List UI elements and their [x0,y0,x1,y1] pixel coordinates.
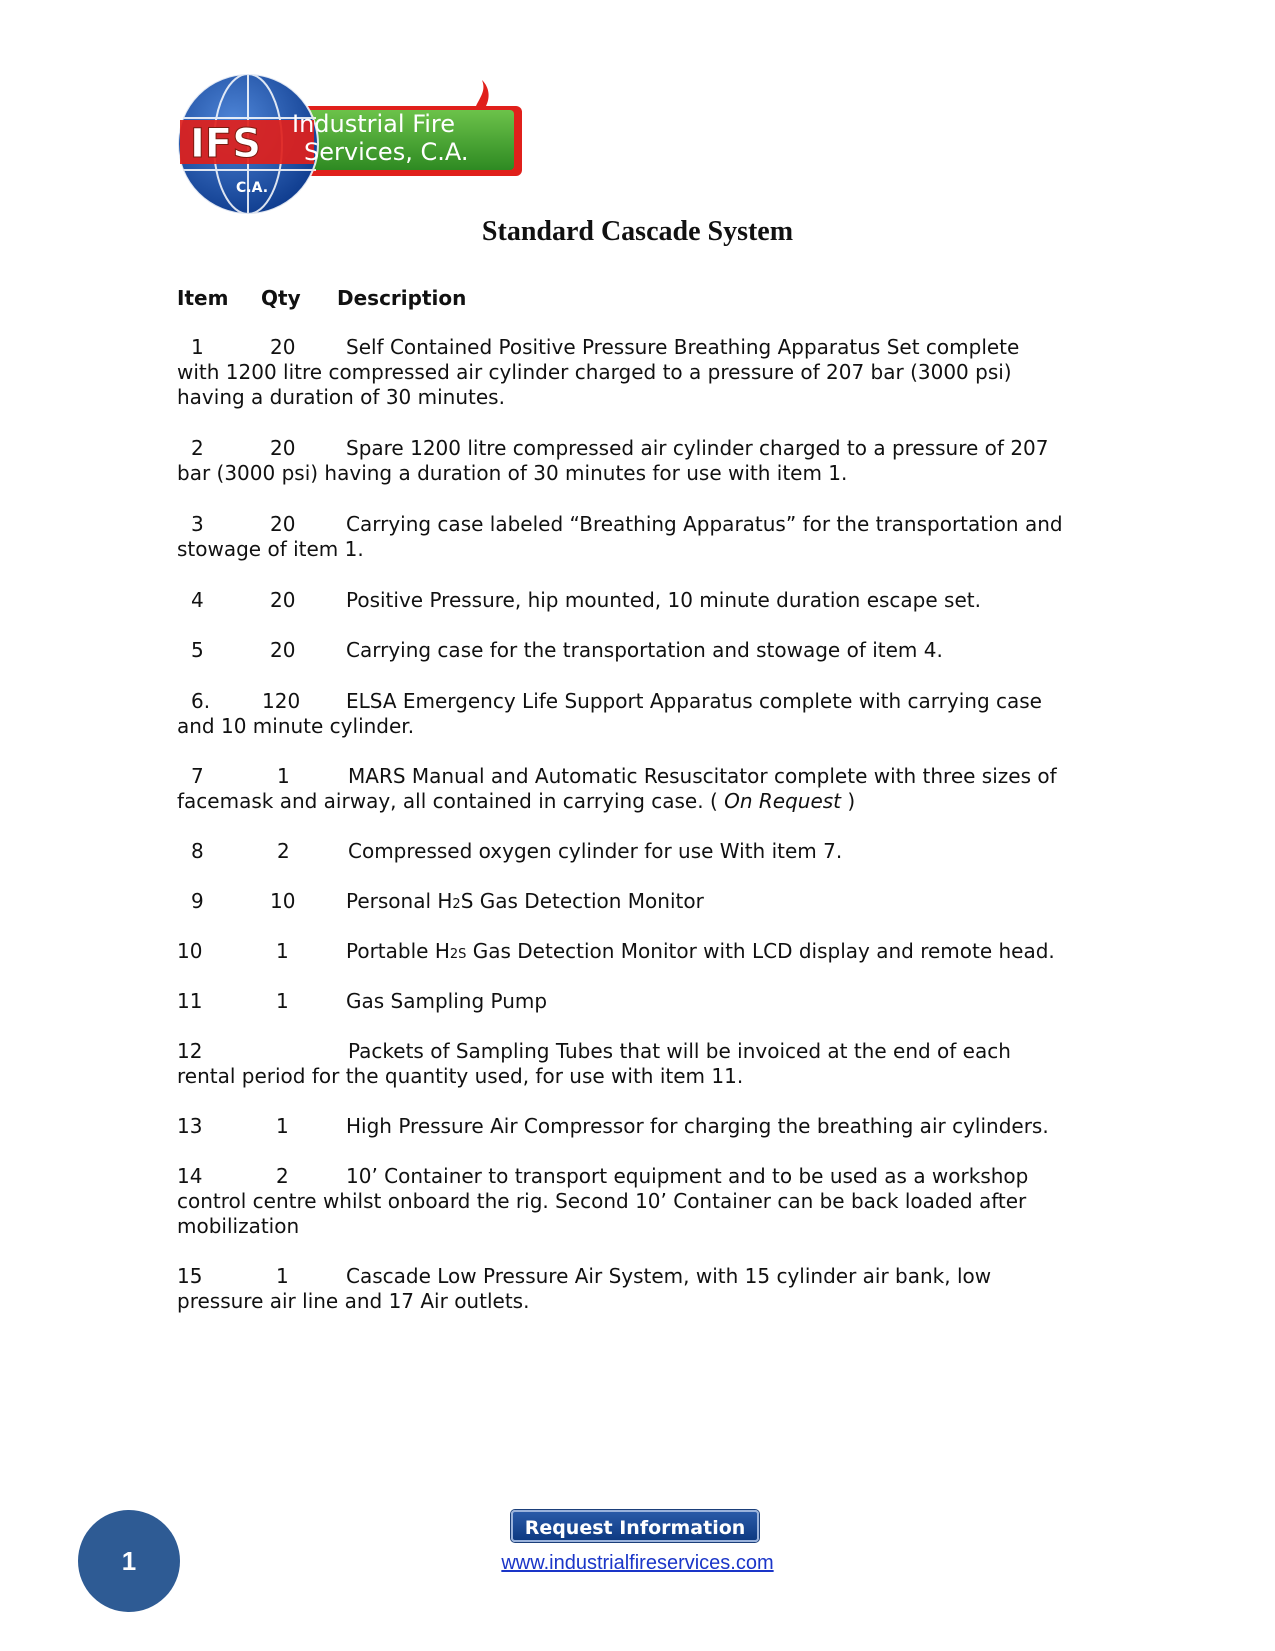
item-description-text: Personal H [346,889,453,913]
item-number: 8 [191,839,204,863]
item-number: 6. [191,689,211,713]
item-description: Carrying case for the transportation and stowage of item 4. [346,638,943,662]
item-description-cont: with 1200 litre compressed air cylinder charged to a pressure of 207 bar (3000 psi) having a duration of 30 minutes. [177,360,1012,409]
column-header-qty: Qty [261,286,301,310]
item-qty: 20 [270,588,296,612]
item-description-cont: stowage of item 1. [177,537,364,561]
item-description-cont: pressure air line and 17 Air outlets. [177,1289,530,1313]
item-number: 7 [191,764,204,788]
item-description-cont [177,789,855,814]
item-number: 11 [177,989,203,1013]
item-description: ELSA Emergency Life Support Apparatus complete with carrying case [346,689,1042,713]
item-description-cont: control centre whilst onboard the rig. Second 10’ Container can be back loaded after mobilization [177,1189,1027,1238]
item-qty: 1 [276,989,289,1013]
item-description-cont: rental period for the quantity used, for use with item 11. [177,1064,744,1088]
item-description: Packets of Sampling Tubes that will be invoiced at the end of each [348,1039,1011,1063]
item-number: 4 [191,588,204,612]
item-description: Spare 1200 litre compressed air cylinder charged to a pressure of 207 [346,436,1049,460]
item-number: 14 [177,1164,203,1188]
item-description-cont: bar (3000 psi) having a duration of 30 minutes for use with item 1. [177,461,848,485]
column-header-item: Item [177,286,229,310]
item-description: Self Contained Positive Pressure Breathing Apparatus Set complete [346,335,1020,359]
item-qty: 10 [270,889,296,913]
item-description-text: S Gas Detection Monitor [460,889,704,913]
item-description: Gas Sampling Pump [346,989,548,1013]
item-qty: 20 [270,638,296,662]
on-request-note: On Request [724,789,842,813]
item-number: 15 [177,1264,203,1288]
item-description: Compressed oxygen cylinder for use With item 7. [348,839,843,863]
item-qty: 120 [262,689,301,713]
item-description-text: Portable H [346,939,450,963]
item-description: Carrying case labeled “Breathing Apparatus” for the transportation and [346,512,1063,536]
item-qty: 1 [276,1264,289,1288]
document-title: Standard Cascade System [481,216,794,247]
column-header-description: Description [337,286,467,310]
item-number: 9 [191,889,204,913]
item-qty: 1 [276,939,289,963]
item-description-text: ) [841,789,856,813]
item-number: 2 [191,436,204,460]
item-description: MARS Manual and Automatic Resuscitator complete with three sizes of [348,764,1057,788]
subscript-text: 2 [452,897,461,912]
item-qty: 2 [276,1164,289,1188]
item-description: High Pressure Air Compressor for charging the breathing air cylinders. [346,1114,1049,1138]
item-number: 1 [191,335,204,359]
svg-text:IFS: IFS [190,121,262,167]
item-number: 12 [177,1039,203,1063]
item-qty: 20 [270,436,296,460]
request-information-button[interactable]: Request Information [511,1510,759,1542]
item-description [346,889,704,917]
svg-text:Services, C.A.: Services, C.A. [304,138,469,166]
item-number: 10 [177,939,203,963]
company-logo [176,68,546,220]
svg-text:C.A.: C.A. [236,180,269,196]
item-description-text: Gas Detection Monitor with LCD display and remote head. [466,939,1055,963]
item-description [346,939,1055,967]
item-description: Cascade Low Pressure Air System, with 15 cylinder air bank, low [346,1264,992,1288]
item-description-cont: and 10 minute cylinder. [177,714,415,738]
item-number: 3 [191,512,204,536]
item-number: 5 [191,638,204,662]
subscript-text: 2S [449,947,467,962]
svg-text:Industrial Fire: Industrial Fire [292,110,456,138]
item-description: Positive Pressure, hip mounted, 10 minute duration escape set. [346,588,981,612]
page-number-badge: 1 [78,1510,180,1612]
item-number: 13 [177,1114,203,1138]
website-link[interactable]: www.industrialfireservices.com [501,1552,774,1574]
item-qty: 1 [277,764,290,788]
item-qty: 20 [270,512,296,536]
item-qty: 2 [277,839,290,863]
item-qty: 20 [270,335,296,359]
item-description: 10’ Container to transport equipment and to be used as a workshop [346,1164,1029,1188]
item-qty: 1 [276,1114,289,1138]
item-description-text: facemask and airway, all contained in carrying case. ( [177,789,725,813]
